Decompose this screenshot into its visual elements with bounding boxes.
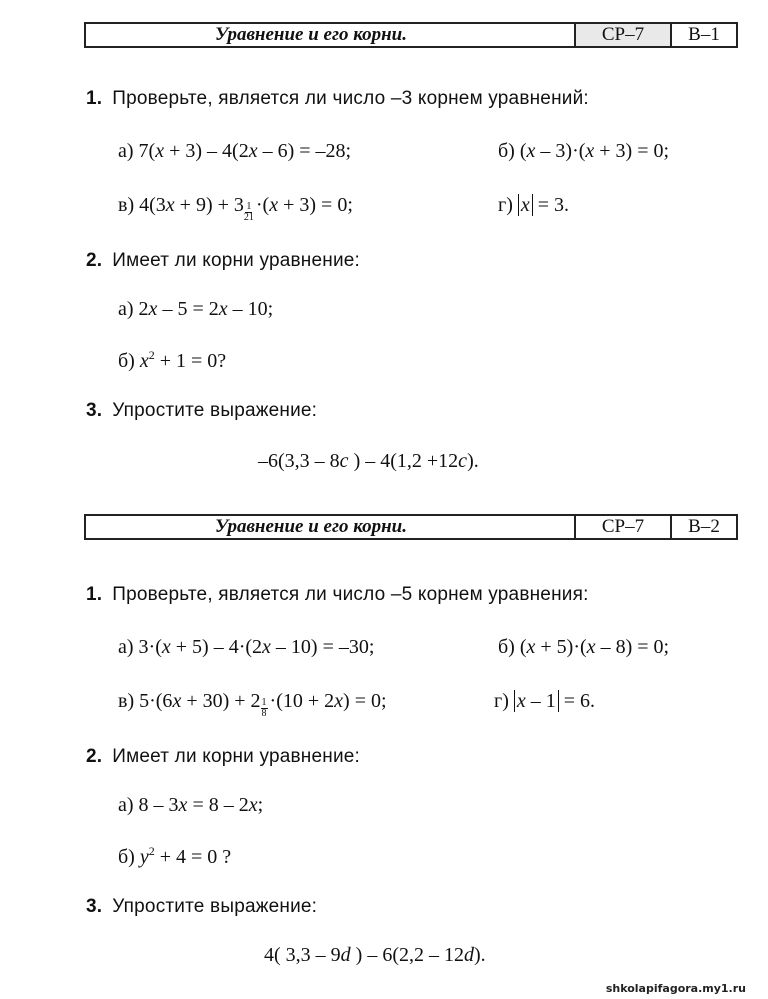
equation-1b: (x + 5)·(x – 8) = 0;	[519, 636, 670, 658]
task-1b: б) (x – 3)·(x + 3) = 0;	[498, 140, 670, 162]
task-3: 3. Упростите выражение:	[86, 896, 318, 917]
section-title: Уравнение и его корни.	[214, 516, 407, 537]
work-code: СР–7	[574, 24, 670, 46]
task-2: 2. Имеет ли корни уравнение:	[86, 746, 361, 767]
equation-2b: $x^2 + 1 = 0$?	[139, 348, 227, 372]
variant-label: В–2	[670, 516, 736, 538]
task-2-text: Имеет ли корни уравнение:	[112, 250, 361, 271]
task-2-text: Имеет ли корни уравнение:	[112, 746, 361, 767]
task-2a: а) 8 – 3x = 8 – 2x;	[118, 794, 264, 816]
section-title: Уравнение и его корни.	[214, 24, 407, 45]
task-3-expression: –6(3,3 – 8c ) – 4(1,2 +12c).	[258, 450, 479, 472]
equation-1g: x = 3.	[518, 194, 569, 216]
task-1: 1. Проверьте, является ли число –5 корнем уравнения:	[86, 584, 589, 605]
work-code: СР–7	[574, 516, 670, 538]
task-2b: б) $x^2 + 1 = 0$?	[118, 348, 227, 372]
equation-1g: x – 1 = 6.	[514, 690, 595, 712]
task-2: 2. Имеет ли корни уравнение:	[86, 250, 361, 271]
equation-1b: (x – 3)·(x + 3) = 0;	[519, 140, 670, 162]
task-2b: б) $y^2 + 4 = 0$ ?	[118, 844, 232, 868]
equation-2b: $y^2 + 4 = 0$ ?	[139, 844, 232, 868]
variant-label: В–1	[670, 24, 736, 46]
task-1v: в) 4(3x + 9) + 3 $\frac{1}{21}$ ·(x + 3) = 0;	[118, 194, 353, 223]
task-1v: в) 5·(6x + 30) + 2 $\frac{1}{8}$ ·(10 + 2x) = 0;	[118, 690, 387, 719]
equation-2a: 2x – 5 = 2x – 10;	[138, 298, 274, 320]
equation-1a: 3·(x + 5) – 4·(2x – 10) = –30;	[138, 636, 375, 658]
task-1-text: Проверьте, является ли число –3 корнем уравнений:	[112, 88, 589, 109]
task-3-expression: 4( 3,3 – 9d ) – 6(2,2 – 12d).	[264, 944, 486, 966]
task-3: 3. Упростите выражение:	[86, 400, 318, 421]
equation-1a: 7(x + 3) – 4(2x – 6) = –28;	[138, 140, 352, 162]
task-1-text: Проверьте, является ли число –5 корнем уравнения:	[112, 584, 589, 605]
header-variant-1	[84, 22, 738, 48]
task-1a: а) 7(x + 3) – 4(2x – 6) = –28;	[118, 140, 352, 162]
task-1b: б) (x + 5)·(x – 8) = 0;	[498, 636, 670, 658]
header-variant-2	[84, 514, 738, 540]
task-3-text: Упростите выражение:	[112, 896, 318, 917]
equation-1v: 4(3x + 9) + 3 $\frac{1}{21}$ ·(x + 3) = 0;	[139, 194, 353, 223]
task-3-text: Упростите выражение:	[112, 400, 318, 421]
task-1g: г) x = 3.	[498, 194, 570, 216]
equation-2a: 8 – 3x = 8 – 2x;	[138, 794, 264, 816]
task-1g: г) x – 1 = 6.	[494, 690, 596, 712]
task-2a: а) 2x – 5 = 2x – 10;	[118, 298, 274, 320]
equation-1v: 5·(6x + 30) + 2 $\frac{1}{8}$ ·(10 + 2x) = 0;	[139, 690, 387, 719]
task-1: 1. Проверьте, является ли число –3 корнем уравнений:	[86, 88, 589, 109]
source-watermark: shkolapifagora.my1.ru	[605, 982, 746, 995]
task-1a: а) 3·(x + 5) – 4·(2x – 10) = –30;	[118, 636, 375, 658]
